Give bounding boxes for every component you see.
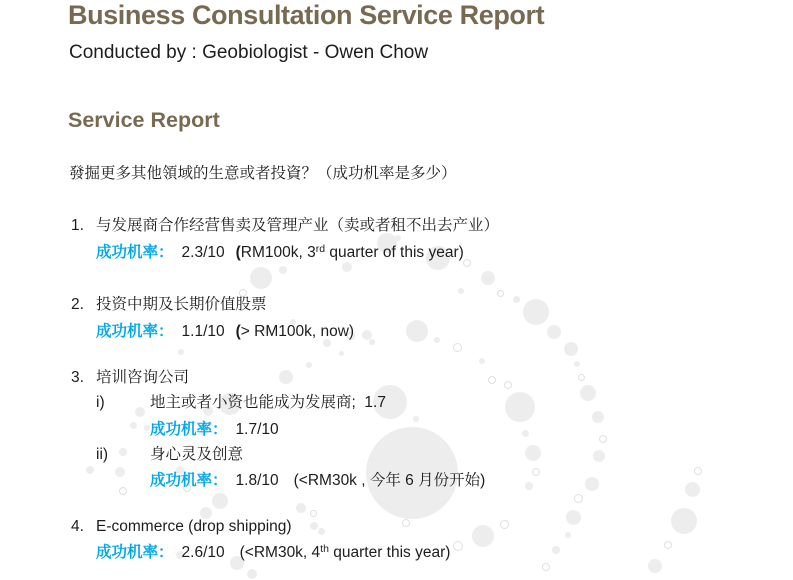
ordinal-superscript: rd — [315, 243, 326, 255]
watermark-dot — [212, 493, 228, 509]
watermark-dot — [505, 392, 535, 422]
watermark-dot — [310, 522, 318, 530]
sub-item-marker: ii) — [96, 446, 109, 463]
watermark-dot — [318, 528, 325, 535]
watermark-dot — [247, 569, 257, 579]
watermark-dot — [671, 508, 697, 534]
watermark-dot — [564, 342, 578, 356]
watermark-dot — [130, 422, 137, 429]
watermark-dot — [310, 510, 317, 517]
watermark-dot — [547, 325, 561, 339]
list-item-3-number: 3. — [71, 369, 84, 386]
watermark-dot — [406, 320, 428, 342]
success-rate-label: 成功机率： — [96, 244, 174, 261]
success-rate-line-3ii — [150, 470, 485, 491]
success-rate-label: 成功机率： — [96, 544, 174, 561]
list-item-1 — [71, 215, 499, 236]
list-item-3-sub-1 — [96, 392, 386, 413]
watermark-dot — [685, 482, 700, 497]
detail-text: quarter this year) — [328, 544, 451, 561]
intro-question: 發掘更多其他領域的生意或者投資？（成功机率是多少） — [69, 165, 457, 182]
list-item-3-title: 培训咨询公司 — [96, 369, 190, 386]
watermark-dot — [279, 266, 287, 274]
watermark-dot — [552, 546, 560, 554]
success-rate-value: 2.3/10 — [181, 244, 225, 261]
watermark-dot — [566, 510, 581, 525]
list-item-4 — [71, 516, 292, 537]
watermark-dot — [574, 361, 580, 367]
detail-text: > RM100k, now) — [240, 323, 355, 340]
rate-detail — [240, 544, 451, 561]
success-rate-label: 成功机率： — [150, 421, 228, 438]
watermark-dot — [500, 520, 509, 529]
watermark-dot — [599, 435, 607, 443]
list-item-2 — [71, 294, 267, 315]
watermark-dot — [523, 299, 549, 325]
watermark-dot — [542, 563, 550, 571]
document-subtitle: Conducted by : Geobiologist - Owen Chow — [69, 42, 429, 63]
watermark-dot — [565, 532, 571, 538]
watermark-dot — [504, 381, 512, 389]
watermark-dot — [488, 376, 496, 384]
success-rate-value: 1.1/10 — [181, 323, 225, 340]
detail-text: quarter of this year) — [325, 244, 464, 261]
watermark-dot — [413, 416, 419, 422]
detail-text: (<RM30k, 4 — [239, 544, 321, 561]
success-rate-label: 成功机率： — [150, 472, 228, 489]
watermark-dot — [86, 466, 94, 474]
success-rate-line-4 — [96, 542, 450, 563]
watermark-dot — [453, 343, 462, 352]
rate-detail — [236, 323, 354, 340]
watermark-dot — [694, 467, 702, 475]
watermark-dot — [664, 541, 672, 549]
watermark-dot — [458, 288, 464, 294]
watermark-dot — [578, 374, 585, 381]
watermark-dot — [463, 259, 471, 267]
list-item-1-number: 1. — [71, 217, 84, 234]
watermark-dot — [648, 559, 662, 573]
watermark-dot — [296, 503, 306, 513]
watermark-dot — [178, 349, 184, 355]
watermark-dot — [339, 351, 344, 356]
list-item-4-number: 4. — [71, 518, 84, 535]
list-item-2-number: 2. — [71, 296, 84, 313]
watermark-dot — [306, 362, 312, 368]
watermark-dot — [369, 339, 375, 345]
document-title: Business Consultation Service Report — [68, 0, 545, 30]
detail-text: RM100k, 3 — [240, 244, 316, 261]
watermark-dot — [513, 296, 520, 303]
watermark-dot — [585, 477, 599, 491]
watermark-dot — [402, 519, 410, 527]
success-rate-value: 2.6/10 — [181, 544, 225, 561]
watermark-dot — [497, 290, 504, 297]
watermark-dot — [115, 467, 125, 477]
watermark-dot — [525, 482, 533, 490]
watermark-dot — [434, 337, 440, 343]
watermark-dot — [479, 358, 485, 364]
watermark-dot — [522, 430, 529, 437]
watermark-dot — [593, 450, 605, 462]
list-item-4-title: E-commerce (drop shipping) — [96, 518, 292, 535]
section-heading: Service Report — [68, 108, 220, 132]
sub-item-title: 地主或者小资也能成为发展商; 1.7 — [150, 394, 386, 411]
watermark-dot — [279, 370, 293, 384]
watermark-dot — [119, 487, 127, 495]
rate-detail: (<RM30k , 今年 6 月份开始) — [293, 472, 486, 489]
watermark-dot — [574, 494, 583, 503]
list-item-3-sub-2 — [96, 444, 243, 465]
sub-item-marker: i) — [96, 394, 105, 411]
rate-detail — [236, 244, 464, 261]
watermark-dot — [525, 445, 541, 461]
success-rate-label: 成功机率： — [96, 323, 174, 340]
list-item-1-title: 与发展商合作经营售卖及管理产业（卖或者租不出去产业） — [96, 217, 500, 234]
success-rate-line-1 — [96, 242, 464, 263]
ordinal-superscript: th — [320, 543, 329, 555]
watermark-dot — [250, 267, 272, 289]
watermark-dot — [580, 385, 596, 401]
watermark-dot — [481, 271, 495, 285]
detail-paren: ( — [235, 323, 241, 340]
success-rate-value: 1.7/10 — [235, 421, 279, 438]
list-item-2-title: 投资中期及长期价值股票 — [96, 296, 267, 313]
watermark-dot — [592, 411, 604, 423]
success-rate-line-3i — [150, 419, 279, 440]
watermark-dot — [532, 468, 540, 476]
detail-paren: ( — [235, 244, 241, 261]
watermark-dot — [342, 262, 352, 272]
success-rate-value: 1.8/10 — [235, 472, 279, 489]
watermark-dot — [472, 525, 494, 547]
watermark-dot — [453, 541, 463, 551]
success-rate-line-2 — [96, 321, 354, 342]
sub-item-title: 身心灵及创意 — [150, 446, 244, 463]
list-item-3 — [71, 367, 189, 388]
